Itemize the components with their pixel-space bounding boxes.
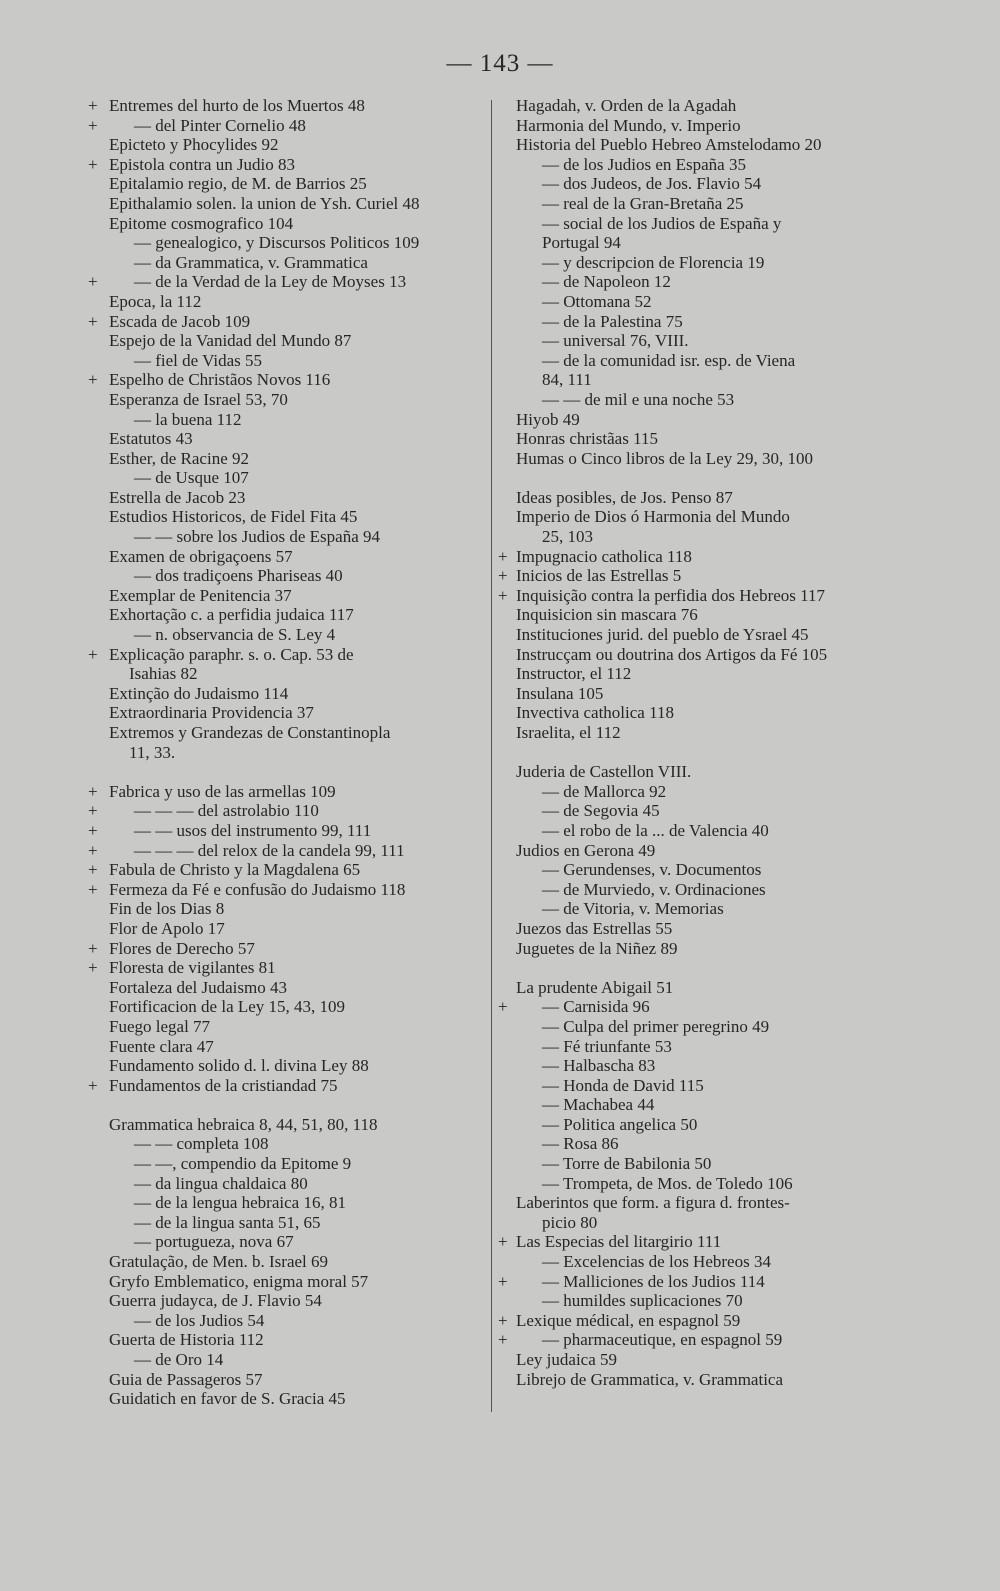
index-entry	[88, 997, 483, 1017]
index-entry-text: Las Especias del litargirio 111	[516, 1232, 722, 1252]
index-entry-text: — Rosa 86	[542, 1134, 619, 1154]
index-entry-text: Judios en Gerona 49	[516, 840, 656, 860]
index-entry-text: — — — del astrolabio 110	[134, 801, 319, 821]
index-entry	[88, 1232, 483, 1252]
index-entry-text: Fabula de Christo y la Magdalena 65	[109, 860, 361, 880]
index-entry	[498, 96, 888, 116]
index-entry-text: Epistola contra un Judio 83	[109, 154, 296, 174]
index-entry	[498, 253, 888, 273]
index-entry	[498, 1056, 888, 1076]
index-entry	[88, 1174, 483, 1194]
index-entry	[498, 684, 888, 704]
index-entry-text: — real de la Gran-Bretaña 25	[542, 193, 744, 213]
index-entry-text: Hagadah, v. Orden de la Agadah	[516, 96, 737, 115]
index-entry	[88, 449, 483, 469]
index-entry-text: — dos Judeos, de Jos. Flavio 54	[542, 174, 762, 194]
cross-mark: +	[88, 879, 98, 899]
index-entry	[498, 645, 888, 665]
index-entry-text: Fabrica y uso de las armellas 109	[109, 781, 336, 801]
index-entry	[498, 312, 888, 332]
index-entry-text: Epitalamio regio, de M. de Barrios 25	[109, 174, 367, 194]
index-entry-text: — el robo de la ... de Valencia 40	[542, 820, 769, 840]
index-entry-text: — de Usque 107	[134, 468, 249, 488]
index-entry	[498, 880, 888, 900]
index-entry-text: — de Napoleon 12	[542, 272, 671, 292]
index-entry-text: Instituciones jurid. del pueblo de Ysrael 45	[516, 625, 809, 645]
index-entry	[498, 1076, 888, 1096]
cross-mark: +	[88, 311, 98, 331]
index-entry	[498, 1193, 888, 1213]
index-entry-text: — Politica angelica 50	[542, 1114, 698, 1134]
index-entry	[88, 1017, 483, 1037]
cross-mark: +	[88, 820, 98, 840]
index-entry-text: Insulana 105	[516, 683, 604, 703]
index-entry	[498, 292, 888, 312]
index-entry	[498, 703, 888, 723]
index-entry-text: Israelita, el 112	[516, 723, 621, 742]
index-column-left	[88, 96, 483, 1409]
index-entry	[498, 527, 888, 547]
index-entry-text: Extinção do Judaismo 114	[109, 683, 289, 703]
index-entry	[88, 664, 483, 684]
index-entry-text: Guerta de Historia 112	[109, 1330, 264, 1350]
index-entry-text: Instrucçam ou doutrina dos Artigos da Fé 105	[516, 644, 828, 664]
index-entry	[498, 507, 888, 527]
cross-mark: +	[498, 1271, 508, 1291]
index-entry	[88, 331, 483, 351]
index-entry-text: — — sobre los Judios de España 94	[134, 527, 381, 547]
index-entry-text: — — usos del instrumento 99, 111	[134, 820, 372, 840]
index-entry	[498, 978, 888, 998]
index-entry	[498, 1037, 888, 1057]
index-entry-text: Inquisição contra la perfidia dos Hebreos 117	[516, 585, 826, 605]
index-entry-text: Espelho de Christãos Novos 116	[109, 370, 331, 390]
index-entry	[498, 625, 888, 645]
index-entry-text: Portugal 94	[542, 233, 621, 253]
index-entry	[498, 782, 888, 802]
index-entry	[88, 429, 483, 449]
cross-mark: +	[498, 1310, 508, 1330]
index-entry-text: — del Pinter Cornelio 48	[134, 115, 306, 135]
index-entry-text: — de la lengua hebraica 16, 81	[134, 1193, 346, 1213]
index-entry-text: 11, 33.	[129, 742, 176, 762]
index-entry-text: picio 80	[542, 1212, 598, 1232]
index-entry	[498, 821, 888, 841]
index-entry	[498, 390, 888, 410]
index-entry	[88, 1370, 483, 1390]
index-entry	[498, 664, 888, 684]
index-entry-text: — Gerundenses, v. Documentos	[542, 860, 762, 880]
index-entry-text: Gratulação, de Men. b. Israel 69	[109, 1252, 329, 1272]
index-entry-text: Epicteto y Phocylides 92	[109, 135, 279, 155]
index-entry	[88, 233, 483, 253]
cross-mark: +	[88, 860, 98, 880]
index-entry-text: Estudios Historicos, de Fidel Fita 45	[109, 507, 358, 527]
index-entry	[88, 468, 483, 488]
index-entry-text: — pharmaceutique, en espagnol 59	[542, 1330, 783, 1350]
index-entry-text: — n. observancia de S. Ley 4	[134, 625, 336, 645]
index-entry	[88, 860, 483, 880]
index-entry-text: — — — del relox de la candela 99, 111	[134, 840, 405, 860]
index-entry	[88, 390, 483, 410]
index-entry-text: Fundamentos de la cristiandad 75	[109, 1075, 338, 1095]
cross-mark: +	[498, 997, 508, 1017]
index-entry-text: La prudente Abigail 51	[516, 977, 674, 997]
cross-mark: +	[88, 272, 98, 292]
index-entry-text: — de la comunidad isr. esp. de Viena	[542, 350, 796, 370]
index-entry	[498, 194, 888, 214]
index-entry	[88, 703, 483, 723]
cross-mark: +	[498, 566, 508, 586]
index-entry	[498, 135, 888, 155]
index-entry	[498, 214, 888, 234]
index-entry	[498, 488, 888, 508]
index-entry-text: — y descripcion de Florencia 19	[542, 252, 765, 272]
index-entry-text: Ley judaica 59	[516, 1350, 618, 1369]
index-entry-text: — da Grammatica, v. Grammatica	[134, 252, 368, 272]
index-entry	[498, 1252, 888, 1272]
index-entry	[88, 1037, 483, 1057]
index-entry	[498, 272, 888, 292]
index-entry-text: — de los Judios en España 35	[542, 154, 746, 174]
index-entry-text: Instructor, el 112	[516, 664, 632, 684]
index-entry	[88, 1330, 483, 1350]
page-number: — 143 —	[446, 50, 554, 77]
index-entry-text: — la buena 112	[134, 409, 242, 429]
cross-mark: +	[88, 154, 98, 174]
index-entry	[498, 1311, 888, 1331]
index-entry-text: Explicação paraphr. s. o. Cap. 53 de	[109, 644, 354, 664]
cross-mark: +	[88, 370, 98, 390]
index-entry	[498, 1330, 888, 1350]
index-entry	[88, 292, 483, 312]
index-entry	[88, 1154, 483, 1174]
index-entry-text: Juderia de Castellon VIII.	[516, 762, 692, 782]
index-entry	[88, 488, 483, 508]
index-entry-text: Esther, de Racine 92	[109, 448, 249, 468]
index-entry	[88, 214, 483, 234]
index-entry	[498, 1272, 888, 1292]
index-entry-text: — humildes suplicaciones 70	[542, 1291, 743, 1311]
index-entry-text: — social de los Judios de España y	[542, 213, 782, 233]
index-entry	[88, 527, 483, 547]
index-entry-text: Floresta de vigilantes 81	[109, 958, 276, 978]
index-entry-text: — de la Verdad de la Ley de Moyses 13	[134, 272, 407, 292]
index-entry	[498, 116, 888, 136]
index-entry	[498, 1154, 888, 1174]
index-entry-text: — de Oro 14	[134, 1350, 224, 1369]
index-entry-text: Historia del Pueblo Hebreo Amstelodamo 20	[516, 135, 822, 155]
index-entry	[498, 233, 888, 253]
index-entry-text: — — completa 108	[134, 1134, 269, 1154]
index-entry	[498, 1017, 888, 1037]
index-entry-text: Exemplar de Penitencia 37	[109, 585, 292, 605]
index-entry	[498, 1213, 888, 1233]
index-entry-text: Fin de los Dias 8	[109, 899, 225, 919]
index-entry-text: — Honda de David 115	[542, 1075, 704, 1095]
index-entry	[498, 1174, 888, 1194]
index-entry	[498, 605, 888, 625]
index-entry	[498, 762, 888, 782]
index-entry-text: Hiyob 49	[516, 409, 580, 429]
cross-mark: +	[88, 958, 98, 978]
cross-mark: +	[88, 96, 98, 115]
index-entry-text: Espejo de la Vanidad del Mundo 87	[109, 331, 352, 351]
index-entry	[88, 1193, 483, 1213]
index-entry	[498, 1370, 888, 1390]
index-entry-text: Juezos das Estrellas 55	[516, 918, 673, 938]
index-entry-text: Librejo de Grammatica, v. Grammatica	[516, 1369, 784, 1389]
index-entry	[88, 880, 483, 900]
index-entry	[498, 801, 888, 821]
index-entry	[498, 174, 888, 194]
index-entry-text: — —, compendio da Epitome 9	[134, 1154, 352, 1174]
index-entry	[88, 370, 483, 390]
index-entry	[498, 1134, 888, 1154]
cross-mark: +	[88, 644, 98, 664]
index-entry	[498, 449, 888, 469]
index-entry	[498, 919, 888, 939]
index-entry	[88, 899, 483, 919]
index-entry-text: Flores de Derecho 57	[109, 938, 255, 958]
index-entry	[88, 272, 483, 292]
cross-mark: +	[88, 801, 98, 821]
index-entry-text: Lexique médical, en espagnol 59	[516, 1310, 741, 1330]
index-entry	[88, 410, 483, 430]
index-entry	[88, 919, 483, 939]
index-entry-text: Guerra judayca, de J. Flavio 54	[109, 1291, 322, 1311]
index-entry	[498, 1115, 888, 1135]
index-entry-text: Gryfo Emblematico, enigma moral 57	[109, 1271, 369, 1291]
index-entry	[498, 1350, 888, 1370]
index-entry	[498, 860, 888, 880]
index-entry	[498, 723, 888, 743]
index-entry-text: Extraordinaria Providencia 37	[109, 703, 314, 723]
index-entry-text: — Malliciones de los Judios 114	[542, 1271, 765, 1291]
cross-mark: +	[498, 1232, 508, 1252]
index-entry-text: — Fé triunfante 53	[542, 1036, 672, 1056]
index-entry-text: Fundamento solido d. l. divina Ley 88	[109, 1056, 369, 1076]
index-entry	[88, 1272, 483, 1292]
index-entry	[88, 1076, 483, 1096]
index-entry	[88, 116, 483, 136]
index-entry-text: Guia de Passageros 57	[109, 1369, 263, 1389]
index-entry	[498, 841, 888, 861]
index-entry-text: Impugnacio catholica 118	[516, 546, 692, 566]
index-entry	[88, 1134, 483, 1154]
index-entry	[88, 194, 483, 214]
cross-mark: +	[88, 781, 98, 801]
index-entry	[88, 605, 483, 625]
index-entry	[498, 410, 888, 430]
index-entry	[88, 958, 483, 978]
index-entry-text: — de Vitoria, v. Memorias	[542, 899, 724, 919]
index-entry	[498, 331, 888, 351]
index-entry	[88, 841, 483, 861]
index-entry-text: Invectiva catholica 118	[516, 703, 674, 723]
index-entry-text: — de Murviedo, v. Ordinaciones	[542, 879, 766, 899]
cross-mark: +	[498, 585, 508, 605]
index-entry	[88, 1056, 483, 1076]
index-entry-text: — — de mil e una noche 53	[542, 389, 735, 409]
index-entry	[498, 1095, 888, 1115]
index-entry	[88, 174, 483, 194]
index-entry	[498, 899, 888, 919]
index-entry	[88, 684, 483, 704]
index-entry	[88, 723, 483, 743]
index-entry	[88, 939, 483, 959]
index-entry	[498, 1291, 888, 1311]
index-entry	[88, 1213, 483, 1233]
index-entry-text: Epoca, la 112	[109, 291, 202, 311]
index-entry-text: Epithalamio solen. la union de Ysh. Curiel 48	[109, 193, 420, 213]
index-entry-text: — Ottomana 52	[542, 291, 652, 311]
index-entry-text: Flor de Apolo 17	[109, 918, 225, 938]
column-divider	[491, 100, 492, 1412]
index-entry	[88, 782, 483, 802]
index-entry-text: Fortaleza del Judaismo 43	[109, 977, 287, 997]
index-entry-text: — Excelencias de los Hebreos 34	[542, 1252, 771, 1272]
index-entry	[498, 586, 888, 606]
index-entry	[88, 351, 483, 371]
index-entry-text: Fuente clara 47	[109, 1036, 214, 1056]
index-entry-text: — Halbascha 83	[542, 1056, 656, 1076]
index-entry-text: — Culpa del primer peregrino 49	[542, 1016, 770, 1036]
index-entry-text: — fiel de Vidas 55	[134, 350, 263, 370]
index-entry-text: — de los Judios 54	[134, 1310, 265, 1330]
index-entry	[88, 586, 483, 606]
index-entry-text: — Machabea 44	[542, 1095, 655, 1115]
index-entry-text: Fuego legal 77	[109, 1016, 211, 1036]
index-entry	[88, 1311, 483, 1331]
cross-mark: +	[88, 938, 98, 958]
index-entry	[88, 135, 483, 155]
index-entry	[88, 96, 483, 116]
cross-mark: +	[88, 115, 98, 135]
index-entry-text: — Torre de Babilonia 50	[542, 1154, 712, 1174]
index-entry	[88, 1252, 483, 1272]
index-entry-text: Epitome cosmografico 104	[109, 213, 294, 233]
index-entry-text: — da lingua chaldaica 80	[134, 1173, 308, 1193]
index-entry-text: — de Segovia 45	[542, 801, 660, 821]
index-entry-text: — universal 76, VIII.	[542, 331, 689, 351]
index-entry-text: Fortificacion de la Ley 15, 43, 109	[109, 997, 346, 1017]
index-entry	[498, 939, 888, 959]
index-entry	[88, 155, 483, 175]
cross-mark: +	[498, 546, 508, 566]
index-entry-text: Entremes del hurto de los Muertos 48	[109, 96, 365, 115]
index-entry-text: 84, 111	[542, 370, 592, 390]
index-entry	[88, 312, 483, 332]
index-entry-text: Ideas posibles, de Jos. Penso 87	[516, 487, 733, 507]
index-entry-text: Fermeza da Fé e confusão do Judaismo 118	[109, 879, 406, 899]
cross-mark: +	[88, 1075, 98, 1095]
index-entry	[498, 1232, 888, 1252]
index-entry-text: Extremos y Grandezas de Constantinopla	[109, 723, 391, 742]
index-entry-text: Isahias 82	[129, 664, 198, 684]
index-entry	[88, 1350, 483, 1370]
index-entry	[498, 997, 888, 1017]
index-entry-text: Laberintos que form. a figura d. frontes-	[516, 1193, 790, 1213]
index-entry-text: — dos tradiçoens Phariseas 40	[134, 566, 343, 586]
index-entry	[88, 821, 483, 841]
index-entry-text: Humas o Cinco libros de la Ley 29, 30, 100	[516, 448, 813, 468]
index-entry-text: Escada de Jacob 109	[109, 311, 251, 331]
index-entry	[88, 1115, 483, 1135]
index-entry	[498, 566, 888, 586]
index-entry-text: — portugueza, nova 67	[134, 1232, 294, 1252]
index-entry	[88, 566, 483, 586]
index-entry	[88, 743, 483, 763]
index-entry	[88, 1389, 483, 1409]
index-entry-text: Inicios de las Estrellas 5	[516, 566, 682, 586]
index-entry	[498, 351, 888, 371]
index-entry-text: Guidatich en favor de S. Gracia 45	[109, 1389, 346, 1409]
index-column-right	[498, 96, 888, 1389]
index-entry	[498, 429, 888, 449]
index-entry	[88, 978, 483, 998]
index-entry-text: Harmonia del Mundo, v. Imperio	[516, 115, 741, 135]
cross-mark: +	[88, 840, 98, 860]
index-entry-text: Estrella de Jacob 23	[109, 487, 246, 507]
index-entry-text: — Carnisida 96	[542, 997, 650, 1017]
index-entry	[88, 1291, 483, 1311]
index-entry-text: Imperio de Dios ó Harmonia del Mundo	[516, 507, 790, 527]
index-entry-text: Exhortação c. a perfidia judaica 117	[109, 605, 354, 625]
index-entry-text: — genealogico, y Discursos Politicos 109	[134, 233, 420, 253]
index-entry	[498, 370, 888, 390]
index-entry	[88, 801, 483, 821]
index-entry	[88, 645, 483, 665]
index-entry-text: — de Mallorca 92	[542, 781, 667, 801]
index-entry-text: Juguetes de la Niñez 89	[516, 938, 678, 958]
index-entry	[88, 547, 483, 567]
index-entry	[88, 507, 483, 527]
index-entry-text: Inquisicion sin mascara 76	[516, 605, 698, 625]
index-entry-text: Honras christãas 115	[516, 429, 658, 449]
index-entry	[88, 625, 483, 645]
index-entry	[498, 547, 888, 567]
index-entry	[88, 253, 483, 273]
index-entry-text: Grammatica hebraica 8, 44, 51, 80, 118	[109, 1114, 378, 1134]
index-entry-text: — de la Palestina 75	[542, 311, 683, 331]
index-entry-text: Estatutos 43	[109, 429, 193, 449]
index-entry-text: Esperanza de Israel 53, 70	[109, 389, 288, 409]
index-entry-text: — de la lingua santa 51, 65	[134, 1212, 321, 1232]
cross-mark: +	[498, 1330, 508, 1350]
index-entry-text: 25, 103	[542, 527, 593, 547]
index-entry-text: — Trompeta, de Mos. de Toledo 106	[542, 1173, 793, 1193]
index-entry	[498, 155, 888, 175]
index-entry-text: Examen de obrigaçoens 57	[109, 546, 293, 566]
